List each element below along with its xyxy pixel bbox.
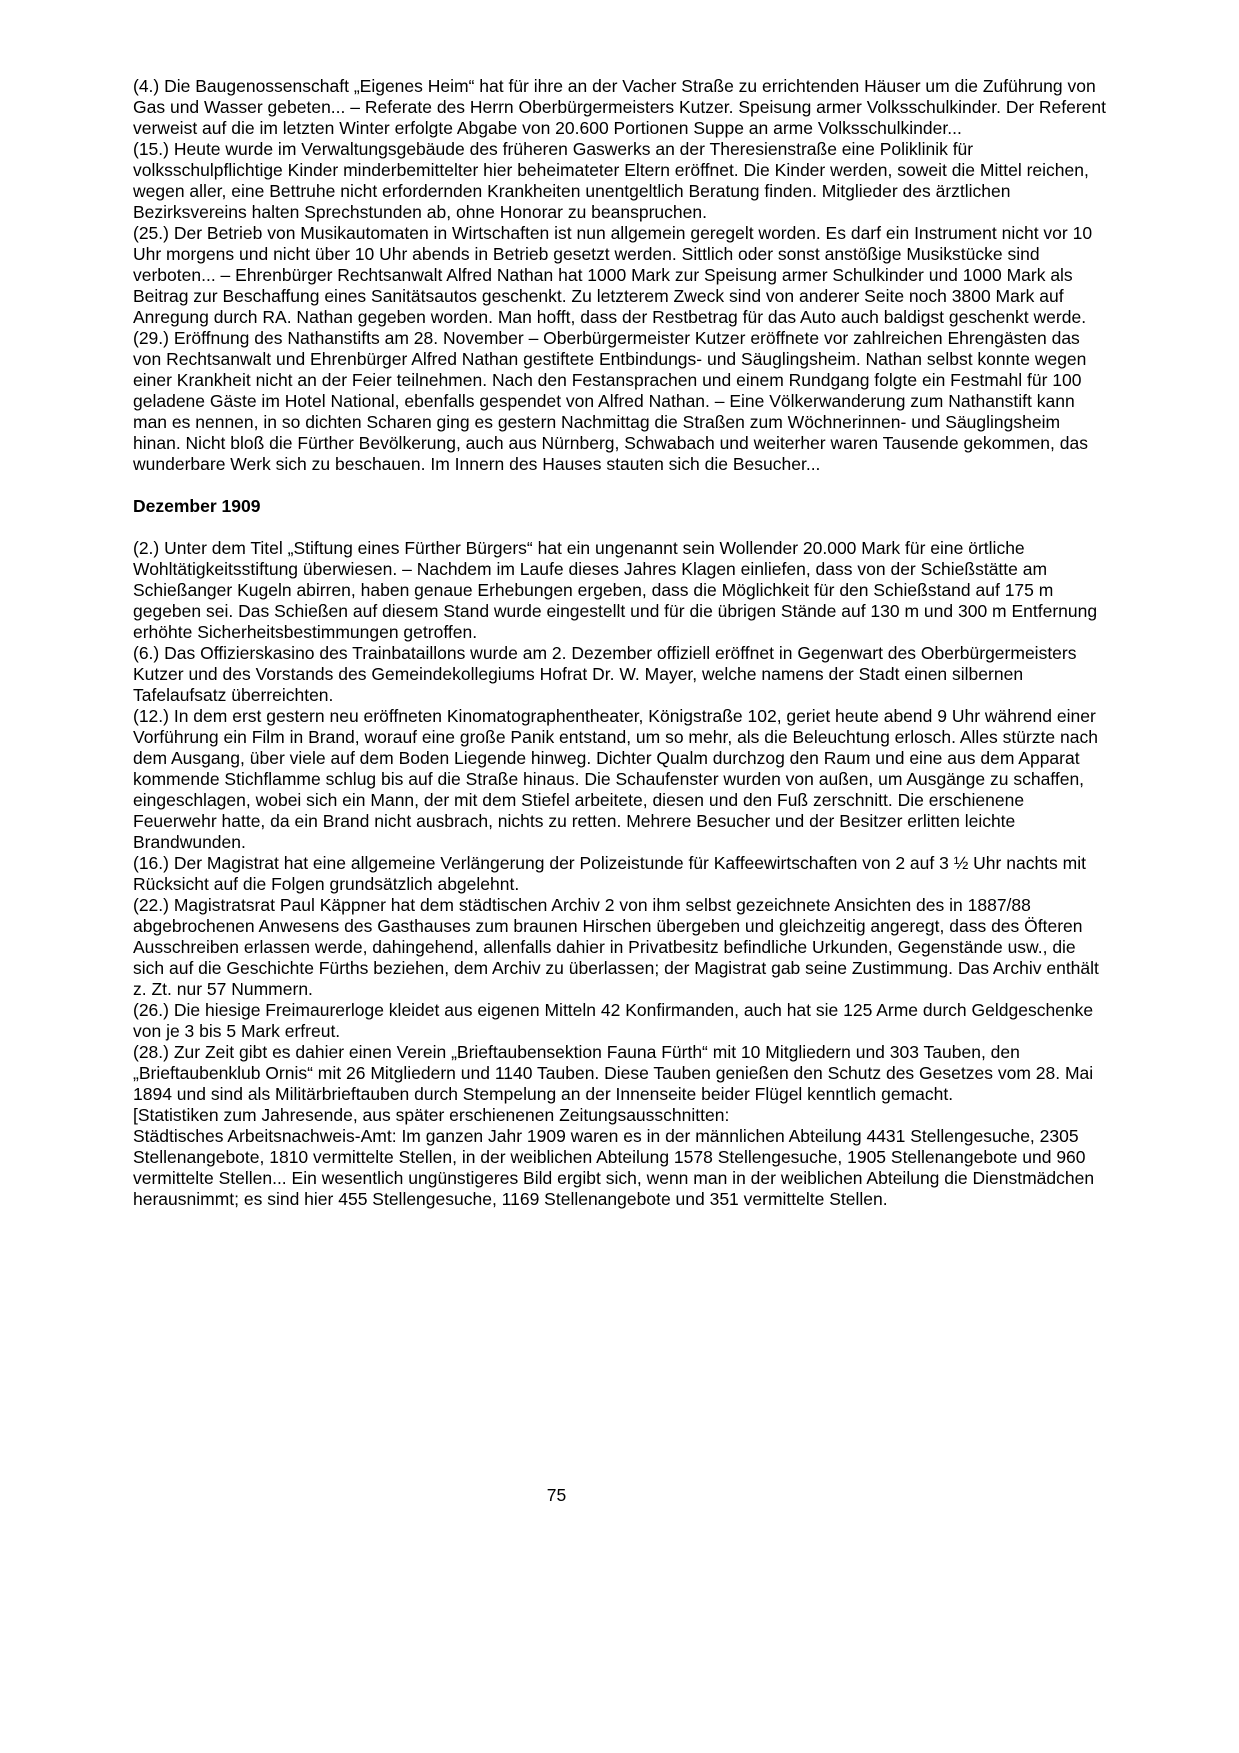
paragraph-item-25: (25.) Der Betrieb von Musikautomaten in Wirtschaften ist nun allgemein geregelt worden. Es darf ein Instrument nicht vor 10 Uhr morgens und nicht über 10 Uhr abends in Betrieb gesetzt werden. Sittlich oder sonst anstößige Musikstücke sind verboten... – Ehrenbürger Rechtsanwalt Alfred Nathan hat 1000 Mark zur Speisung armer Schulkinder und 1000 Mark als Beitrag zur Beschaffung eines Sanitätsautos geschenkt. Zu letzterem Zweck sind von anderer Seite noch 3800 Mark auf Anregung durch RA. Nathan gegeben worden. Man hofft, dass der Restbetrag für das Auto auch baldigst geschenkt werde.	[133, 223, 1093, 327]
document-body	[133, 76, 1111, 1210]
paragraph-item-15: (15.) Heute wurde im Verwaltungsgebäude des früheren Gaswerks an der Theresienstraße eine Poliklinik für volksschulpflichtige Kinder minderbemittelter hier beheimateter Eltern eröffnet. Die Kinder werden, soweit die Mittel reichen, wegen aller, eine Bettruhe nicht erfordernden Krankheiten unentgeltlich Beratung finden. Mitglieder des ärztlichen Bezirksvereins halten Sprechstunden ab, ohne Honorar zu beanspruchen.	[133, 139, 1089, 222]
paragraph-item-16: (16.) Der Magistrat hat eine allgemeine Verlängerung der Polizeistunde für Kaffeewirtschaften von 2 auf 3 ½ Uhr nachts mit Rücksicht auf die Folgen grundsätzlich abgelehnt.	[133, 853, 1086, 894]
paragraph-item-12: (12.) In dem erst gestern neu eröffneten Kinomatographentheater, Königstraße 102, geriet heute abend 9 Uhr während einer Vorführung ein Film in Brand, worauf eine große Panik entstand, um so mehr, als die Beleuchtung erlosch. Alles stürzte nach dem Ausgang, über viele auf dem Boden Liegende hinweg. Dichter Qualm durchzog den Raum und eine aus dem Apparat kommende Stichflamme schlug bis auf die Straße hinaus. Die Schaufenster wurden von außen, um Ausgänge zu schaffen, eingeschlagen, wobei sich ein Mann, der mit dem Stiefel arbeitete, diesen und den Fuß zerschnitt. Die erschienene Feuerwehr hatte, da ein Brand nicht ausbrach, nichts zu retten. Mehrere Besucher und der Besitzer erlitten leichte Brandwunden.	[133, 706, 1098, 852]
paragraph-item-2: (2.) Unter dem Titel „Stiftung eines Fürther Bürgers“ hat ein ungenannt sein Wollender 20.000 Mark für eine örtliche Wohltätigkeitsstiftung überwiesen. – Nachdem im Laufe dieses Jahres Klagen einliefen, dass von der Schießstätte am Schießanger Kugeln abirren, haben genaue Erhebungen ergeben, dass die Möglichkeit für den Schießstand auf 175 m gegeben sei. Das Schießen auf diesem Stand wurde eingestellt und für die übrigen Stände auf 130 m und 300 m Entfernung erhöhte Sicherheitsbestimmungen getroffen.	[133, 538, 1098, 642]
paragraph-item-4: (4.) Die Baugenossenschaft „Eigenes Heim“ hat für ihre an der Vacher Straße zu errichtenden Häuser um die Zuführung von Gas und Wasser gebeten... – Referate des Herrn Oberbürgermeisters Kutzer. Speisung armer Volksschulkinder. Der Referent verweist auf die im letzten Winter erfolgte Abgabe von 20.600 Portionen Suppe an arme Volksschulkinder...	[133, 76, 1107, 138]
paragraph-item-26: (26.) Die hiesige Freimaurerloge kleidet aus eigenen Mitteln 42 Konfirmanden, auch hat sie 125 Arme durch Geldgeschenke von je 3 bis 5 Mark erfreut.	[133, 1000, 1094, 1041]
page-footer	[0, 1485, 1113, 1506]
paragraph-item-29: (29.) Eröffnung des Nathanstifts am 28. November – Oberbürgermeister Kutzer eröffnete vor zahlreichen Ehrengästen das von Rechtsanwalt und Ehrenbürger Alfred Nathan gestiftete Entbindungs- und Säuglingsheim. Nathan selbst konnte wegen einer Krankheit nicht an der Feier teilnehmen. Nach den Festansprachen und einem Rundgang folgte ein Festmahl für 100 geladene Gäste im Hotel National, ebenfalls gespendet von Alfred Nathan. – Eine Völkerwanderung zum Nathanstift kann man es nennen, in so dichten Scharen ging es gestern Nachmittag die Straßen zum Wöchnerinnen- und Säuglingsheim hinan. Nicht bloß die Fürther Bevölkerung, auch aus Nürnberg, Schwabach und weiterher waren Tausende gekommen, das wunderbare Werk sich zu beschauen. Im Innern des Hauses stauten sich die Besucher...	[133, 328, 1088, 474]
paragraph-item-6: (6.) Das Offizierskasino des Trainbataillons wurde am 2. Dezember offiziell eröffnet in Gegenwart des Oberbürgermeisters Kutzer und des Vorstands des Gemeindekollegiums Hofrat Dr. W. Mayer, welche namens der Stadt einen silbernen Tafelaufsatz überreichten.	[133, 643, 1077, 705]
paragraph-item-28: (28.) Zur Zeit gibt es dahier einen Verein „Brieftaubensektion Fauna Fürth“ mit 10 Mitgliedern und 303 Tauben, den „Brieftaubenklub Ornis“ mit 26 Mitgliedern und 1140 Tauben. Diese Tauben genießen den Schutz des Gesetzes vom 28. Mai 1894 und sind als Militärbrieftauben durch Stempelung an der Innenseite beider Flügel kenntlich gemacht.	[133, 1042, 1094, 1104]
paragraph-statistics-detail: Städtisches Arbeitsnachweis-Amt: Im ganzen Jahr 1909 waren es in der männlichen Abteilung 4431 Stellengesuche, 2305 Stellenangebote, 1810 vermittelte Stellen, in der weiblichen Abteilung 1578 Stellengesuche, 1905 Stellenangebote und 960 vermittelte Stellen... Ein wesentlich ungünstigeres Bild ergibt sich, wenn man in der weiblichen Abteilung die Dienstmädchen herausnimmt; es sind hier 455 Stellengesuche, 1169 Stellenangebote und 351 vermittelte Stellen.	[133, 1126, 1095, 1209]
section-heading-dezember-1909: Dezember 1909	[133, 496, 261, 516]
page-number: 75	[546, 1485, 567, 1505]
paragraph-item-22: (22.) Magistratsrat Paul Käppner hat dem städtischen Archiv 2 von ihm selbst gezeichnete Ansichten des in 1887/88 abgebrochenen Anwesens des Gasthauses zum braunen Hirschen übergeben und gleichzeitig angeregt, dass des Öfteren Ausschreiben erlassen werde, dahingehend, allenfalls dahier in Privatbesitz befindliche Urkunden, Gegenstände usw., die sich auf die Geschichte Fürths beziehen, dem Archiv zu überlassen; der Magistrat gab seine Zustimmung. Das Archiv enthält z. Zt. nur 57 Nummern.	[133, 895, 1099, 999]
paragraph-statistics-intro: [Statistiken zum Jahresende, aus später erschienenen Zeitungsausschnitten:	[133, 1105, 730, 1125]
